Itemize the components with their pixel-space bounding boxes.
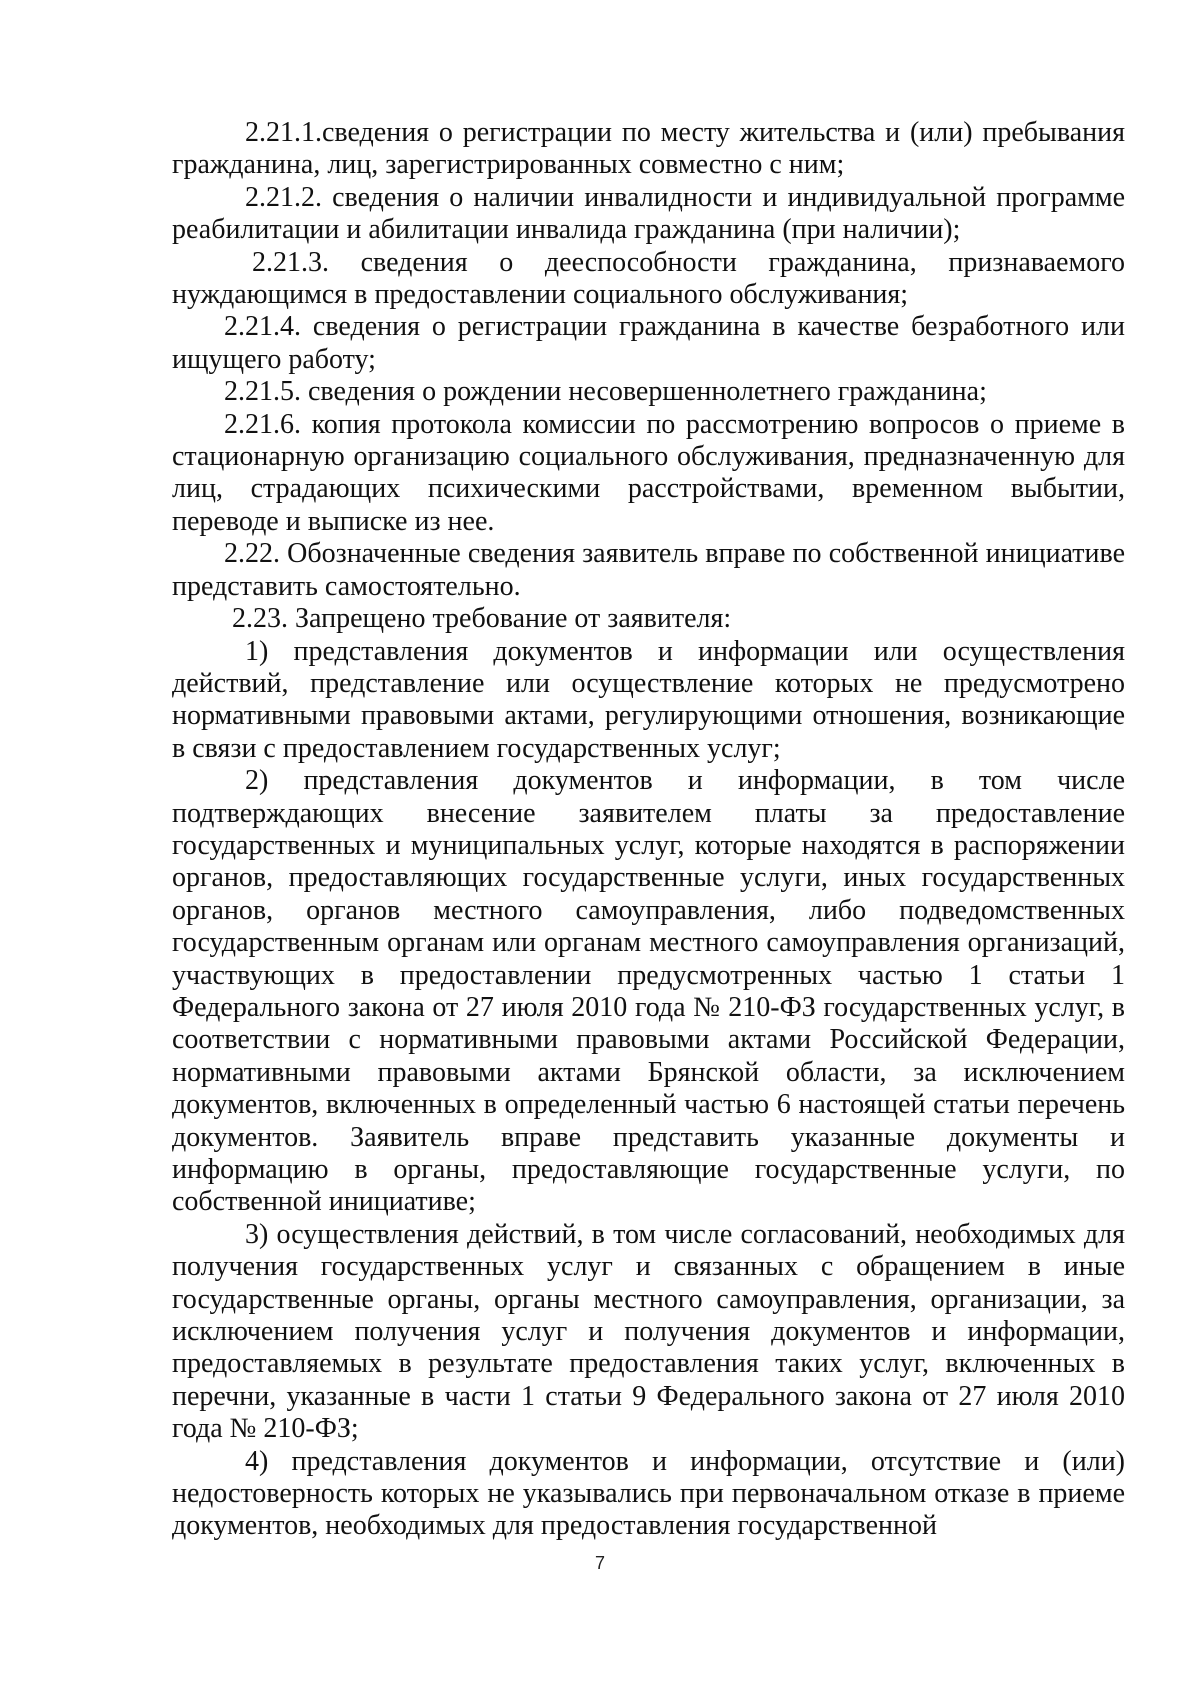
- paragraph-2-21-6: 2.21.6. копия протокола комиссии по рассмотрению вопросов о приеме в стационарную организацию социального обслуживания, предназначенную для лиц, страдающих психическими расстройствами, временном выбытии, переводе и выписке из нее.: [172, 408, 1125, 537]
- list-item-4: 4) представления документов и информации, отсутствие и (или) недостоверность которых не указывались при первоначальном отказе в приеме документов, необходимых для предоставления государственной: [172, 1445, 1125, 1542]
- page-number: 7: [594, 1553, 605, 1573]
- paragraph-2-21-3: 2.21.3. сведения о дееспособности гражданина, признаваемого нуждающимся в предоставлении социального обслуживания;: [172, 246, 1125, 311]
- paragraph-2-21-2: 2.21.2. сведения о наличии инвалидности и индивидуальной программе реабилитации и абилитации инвалида гражданина (при наличии);: [172, 181, 1125, 246]
- list-item-1: 1) представления документов и информации или осуществления действий, представление или осуществление которых не предусмотрено нормативными правовыми актами, регулирующими отношения, возникающие в связи с предоставлением государственных услуг;: [172, 635, 1125, 764]
- paragraph-2-21-1: 2.21.1.сведения о регистрации по месту жительства и (или) пребывания гражданина, лиц, зарегистрированных совместно с ним;: [172, 117, 1125, 181]
- paragraph-2-22: 2.22. Обозначенные сведения заявитель вправе по собственной инициативе представить самостоятельно.: [172, 538, 1125, 602]
- paragraph-2-21-4: 2.21.4. сведения о регистрации гражданина в качестве безработного или ищущего работу;: [172, 311, 1125, 375]
- paragraph-2-21-5: 2.21.5. сведения о рождении несовершеннолетнего гражданина;: [224, 376, 987, 408]
- list-item-2: 2) представления документов и информации, в том числе подтверждающих внесение заявителем платы за предоставление государственных и муниципальных услуг, которые находятся в распоряжении органов, предоставляющих государственные услуги, иных государственных органов, органов местного самоуправления, либо подведомственных государственным органам или органам местного самоуправления организаций, участвующих в предоставлении предусмотренных частью 1 статьи 1 Федерального закона от 27 июля 2010 года № 210-ФЗ государственных услуг, в соответствии с нормативными правовыми актами Российской Федерации, нормативными правовыми актами Брянской области, за исключением документов, включенных в определенный частью 6 настоящей статьи перечень документов. Заявитель вправе представить указанные документы и информацию в органы, предоставляющие государственные услуги, по собственной инициативе;: [172, 765, 1125, 1218]
- list-item-3: 3) осуществления действий, в том числе согласований, необходимых для получения государственных услуг и связанных с обращением в иные государственные органы, органы местного самоуправления, организации, за исключением получения услуг и получения документов и информации, предоставляемых в результате предоставления таких услуг, включенных в перечни, указанные в части 1 статьи 9 Федерального закона от 27 июля 2010 года № 210-ФЗ;: [172, 1218, 1125, 1445]
- document-body: [172, 117, 1125, 1543]
- paragraph-2-23: 2.23. Запрещено требование от заявителя:: [232, 603, 732, 635]
